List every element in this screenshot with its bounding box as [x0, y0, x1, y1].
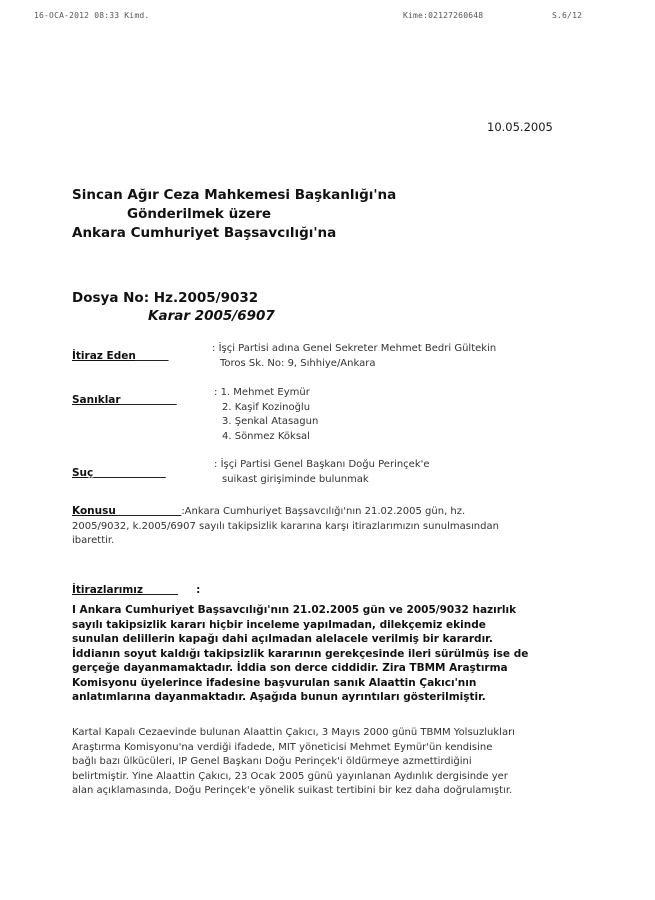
- body-line: belirtmiştir. Yine Alaattin Çakıcı, 23 Ocak 2005 günü yayınlanan Aydınlık dergisinde yer: [72, 770, 508, 782]
- document-date: 10.05.2005: [487, 120, 553, 134]
- colon: :: [214, 387, 221, 398]
- itiraz-eden-line-1: İşçi Partisi adına Genel Sekreter Mehmet Bedri Gültekin: [218, 343, 497, 354]
- suc-label: Suç: [72, 467, 94, 479]
- fax-header-page: S.6/12: [552, 11, 583, 20]
- konusu-line-1: :Ankara Cumhuriyet Başsavcılığı'nın 21.02.2005 gün, hz.: [181, 506, 466, 517]
- itirazlarimiz-underline: [143, 584, 178, 596]
- bold-line: Komisyonu üyelerince ifadesine başvurulan sanık Alaattin Çakıcı'nın: [72, 676, 477, 689]
- itiraz-eden-line-2: Toros Sk. No: 9, Sıhhiye/Ankara: [220, 357, 376, 369]
- konusu-line-2: 2005/9032, k.2005/6907 sayılı takipsizlik kararına karşı itirazlarımızın sunulmasından: [72, 520, 499, 532]
- body-line: Araştırma Komisyonu'na verdiği ifadede, MIT yöneticisi Mehmet Eymür'ün kendisine: [72, 741, 493, 753]
- dosya-no: Dosya No: Hz.2005/9032: [72, 290, 259, 306]
- bold-line: anlatımlarına dayanmaktadır. Aşağıda bunun ayrıntıları gösterilmiştir.: [72, 691, 486, 703]
- fax-header-left: 16-OCA-2012 08:33 Kimd.: [34, 11, 150, 20]
- konusu-label: Konusu: [72, 505, 116, 517]
- itiraz-eden-value: [212, 342, 496, 371]
- saniklar-row: [72, 388, 177, 407]
- bold-line: I Ankara Cumhuriyet Başsavcılığı'nın 21.02.2005 gün ve 2005/9032 hazırlık: [72, 604, 517, 616]
- konusu-line-3: ibarettir.: [72, 535, 115, 546]
- itiraz-eden-label: İtiraz Eden: [72, 350, 136, 362]
- body-line: bağlı bazı ülkücüleri, IP Genel Başkanı Doğu Perinçek'i öldürmeye azmettirdiğini: [72, 756, 472, 767]
- sanik-2: 2. Kaşif Kozinoğlu: [222, 401, 311, 413]
- colon: :: [212, 343, 219, 354]
- address-line-2: Gönderilmek üzere: [127, 206, 272, 222]
- address-line-3: Ankara Cumhuriyet Başsavcılığı'na: [72, 225, 337, 241]
- address-line-1: Sincan Ağır Ceza Mahkemesi Başkanlığı'na: [72, 187, 397, 203]
- itiraz-eden-underline: [136, 350, 169, 362]
- sanik-1: 1. Mehmet Eymür: [220, 387, 310, 398]
- body-line: Kartal Kapalı Cezaevinde bulunan Alaattin Çakıcı, 3 Mayıs 2000 günü TBMM Yolsuzlukları: [72, 727, 515, 738]
- itiraz-eden-row: [72, 344, 169, 363]
- itirazlarimiz-label: İtirazlarımız: [72, 584, 144, 596]
- body-line: alan açıklamasında, Doğu Perinçek'e yönelik suikast tertibini bir kez daha doğrulamıştır.: [72, 785, 513, 796]
- konusu-underline: [116, 505, 181, 517]
- konusu-block: [72, 504, 532, 549]
- suc-line-1: İşçi Partisi Genel Başkanı Doğu Perinçek'e: [220, 459, 430, 470]
- saniklar-underline: [121, 394, 177, 406]
- bold-paragraph: [72, 603, 529, 705]
- suc-row: [72, 461, 166, 480]
- saniklar-list: [214, 386, 318, 444]
- body-paragraph: [72, 726, 542, 799]
- fax-header-recipient: Kime:02127260648: [403, 11, 484, 20]
- itirazlarimiz-row: [72, 578, 200, 597]
- sanik-3: 3. Şenkal Atasagun: [222, 416, 319, 427]
- bold-line: sunulan delillerin kapağı dahi açılmadan alelacele verilmiş bir karardır.: [72, 633, 493, 645]
- sanik-4: 4. Sönmez Köksal: [222, 430, 310, 442]
- suc-underline: [93, 467, 165, 479]
- suc-line-2: suikast girişiminde bulunmak: [222, 473, 369, 485]
- bold-line: gerçeğe dayanmamaktadır. İddia son derce ciddidir. Zira TBMM Araştırma: [72, 662, 508, 674]
- saniklar-label: Sanıklar: [72, 394, 121, 406]
- bold-line: sayılı takipsizlik kararı hiçbir inceleme yapılmadan, dilekçemiz ekinde: [72, 618, 486, 631]
- bold-line: İddianın soyut kaldığı takipsizlik kararının gerekçesinde ileri sürülmüş ise de: [72, 647, 529, 660]
- itirazlarimiz-colon: :: [196, 584, 201, 596]
- suc-value: [214, 458, 430, 487]
- colon: :: [214, 459, 221, 470]
- karar-no: Karar 2005/6907: [148, 308, 275, 324]
